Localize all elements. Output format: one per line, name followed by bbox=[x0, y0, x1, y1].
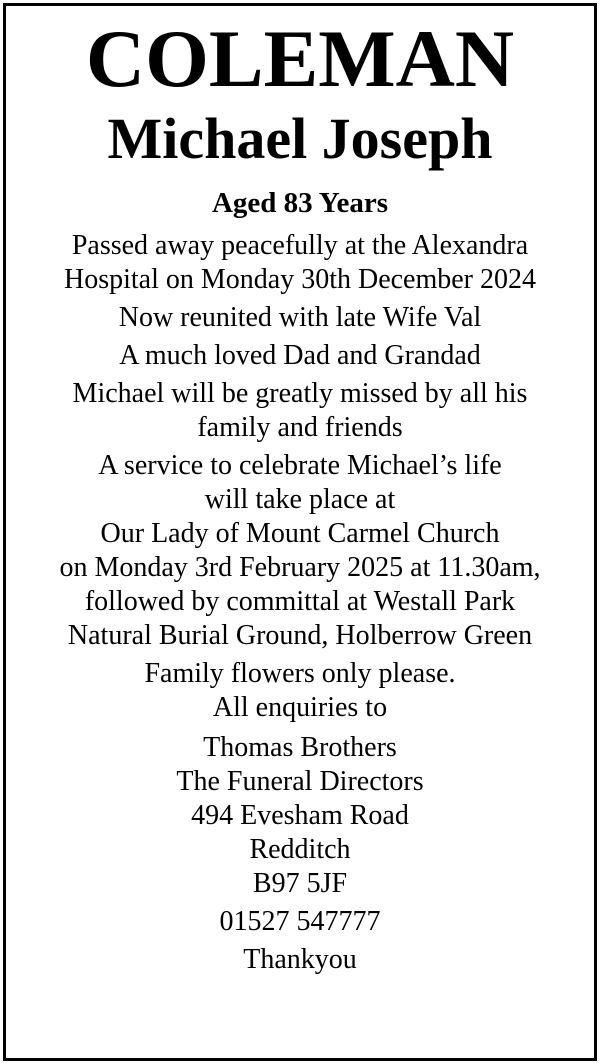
closing-paragraph bbox=[6, 943, 594, 977]
passing-paragraph bbox=[6, 229, 594, 297]
phone-number: 01527 547777 bbox=[219, 905, 381, 937]
death-notice bbox=[6, 6, 594, 977]
service-line: on Monday 3rd February 2025 at 11.30am, bbox=[59, 551, 541, 583]
service-line: followed by committal at Westall Park bbox=[84, 585, 516, 617]
enquiries-line: All enquiries to bbox=[212, 691, 388, 723]
director-town: Redditch bbox=[249, 833, 351, 865]
director-subtitle: The Funeral Directors bbox=[176, 765, 424, 797]
service-paragraph bbox=[6, 449, 594, 653]
age-line: Aged 83 Years bbox=[211, 187, 389, 219]
service-line: will take place at bbox=[204, 483, 396, 515]
director-street: 494 Evesham Road bbox=[191, 799, 409, 831]
loved-line: A much loved Dad and Grandad bbox=[119, 339, 481, 371]
surname-heading: COLEMAN bbox=[85, 13, 515, 104]
phone-paragraph bbox=[6, 905, 594, 939]
missed-line: family and friends bbox=[197, 411, 403, 443]
director-name: Thomas Brothers bbox=[203, 731, 397, 763]
funeral-director-address bbox=[6, 731, 594, 901]
loved-paragraph bbox=[6, 339, 594, 373]
missed-paragraph bbox=[6, 377, 594, 445]
service-line: Our Lady of Mount Carmel Church bbox=[100, 517, 500, 549]
closing-line: Thankyou bbox=[243, 943, 357, 975]
service-line: Natural Burial Ground, Holberrow Green bbox=[67, 619, 533, 651]
flowers-paragraph bbox=[6, 657, 594, 725]
forenames-heading: Michael Joseph bbox=[107, 106, 493, 171]
missed-line: Michael will be greatly missed by all his bbox=[72, 377, 528, 409]
director-postcode: B97 5JF bbox=[252, 867, 348, 899]
passing-line: Passed away peacefully at the Alexandra bbox=[71, 229, 529, 261]
reunited-line: Now reunited with late Wife Val bbox=[118, 301, 482, 333]
flowers-line: Family flowers only please. bbox=[144, 657, 456, 689]
service-line: A service to celebrate Michael’s life bbox=[98, 449, 502, 481]
reunited-paragraph bbox=[6, 301, 594, 335]
passing-line: Hospital on Monday 30th December 2024 bbox=[63, 263, 537, 295]
